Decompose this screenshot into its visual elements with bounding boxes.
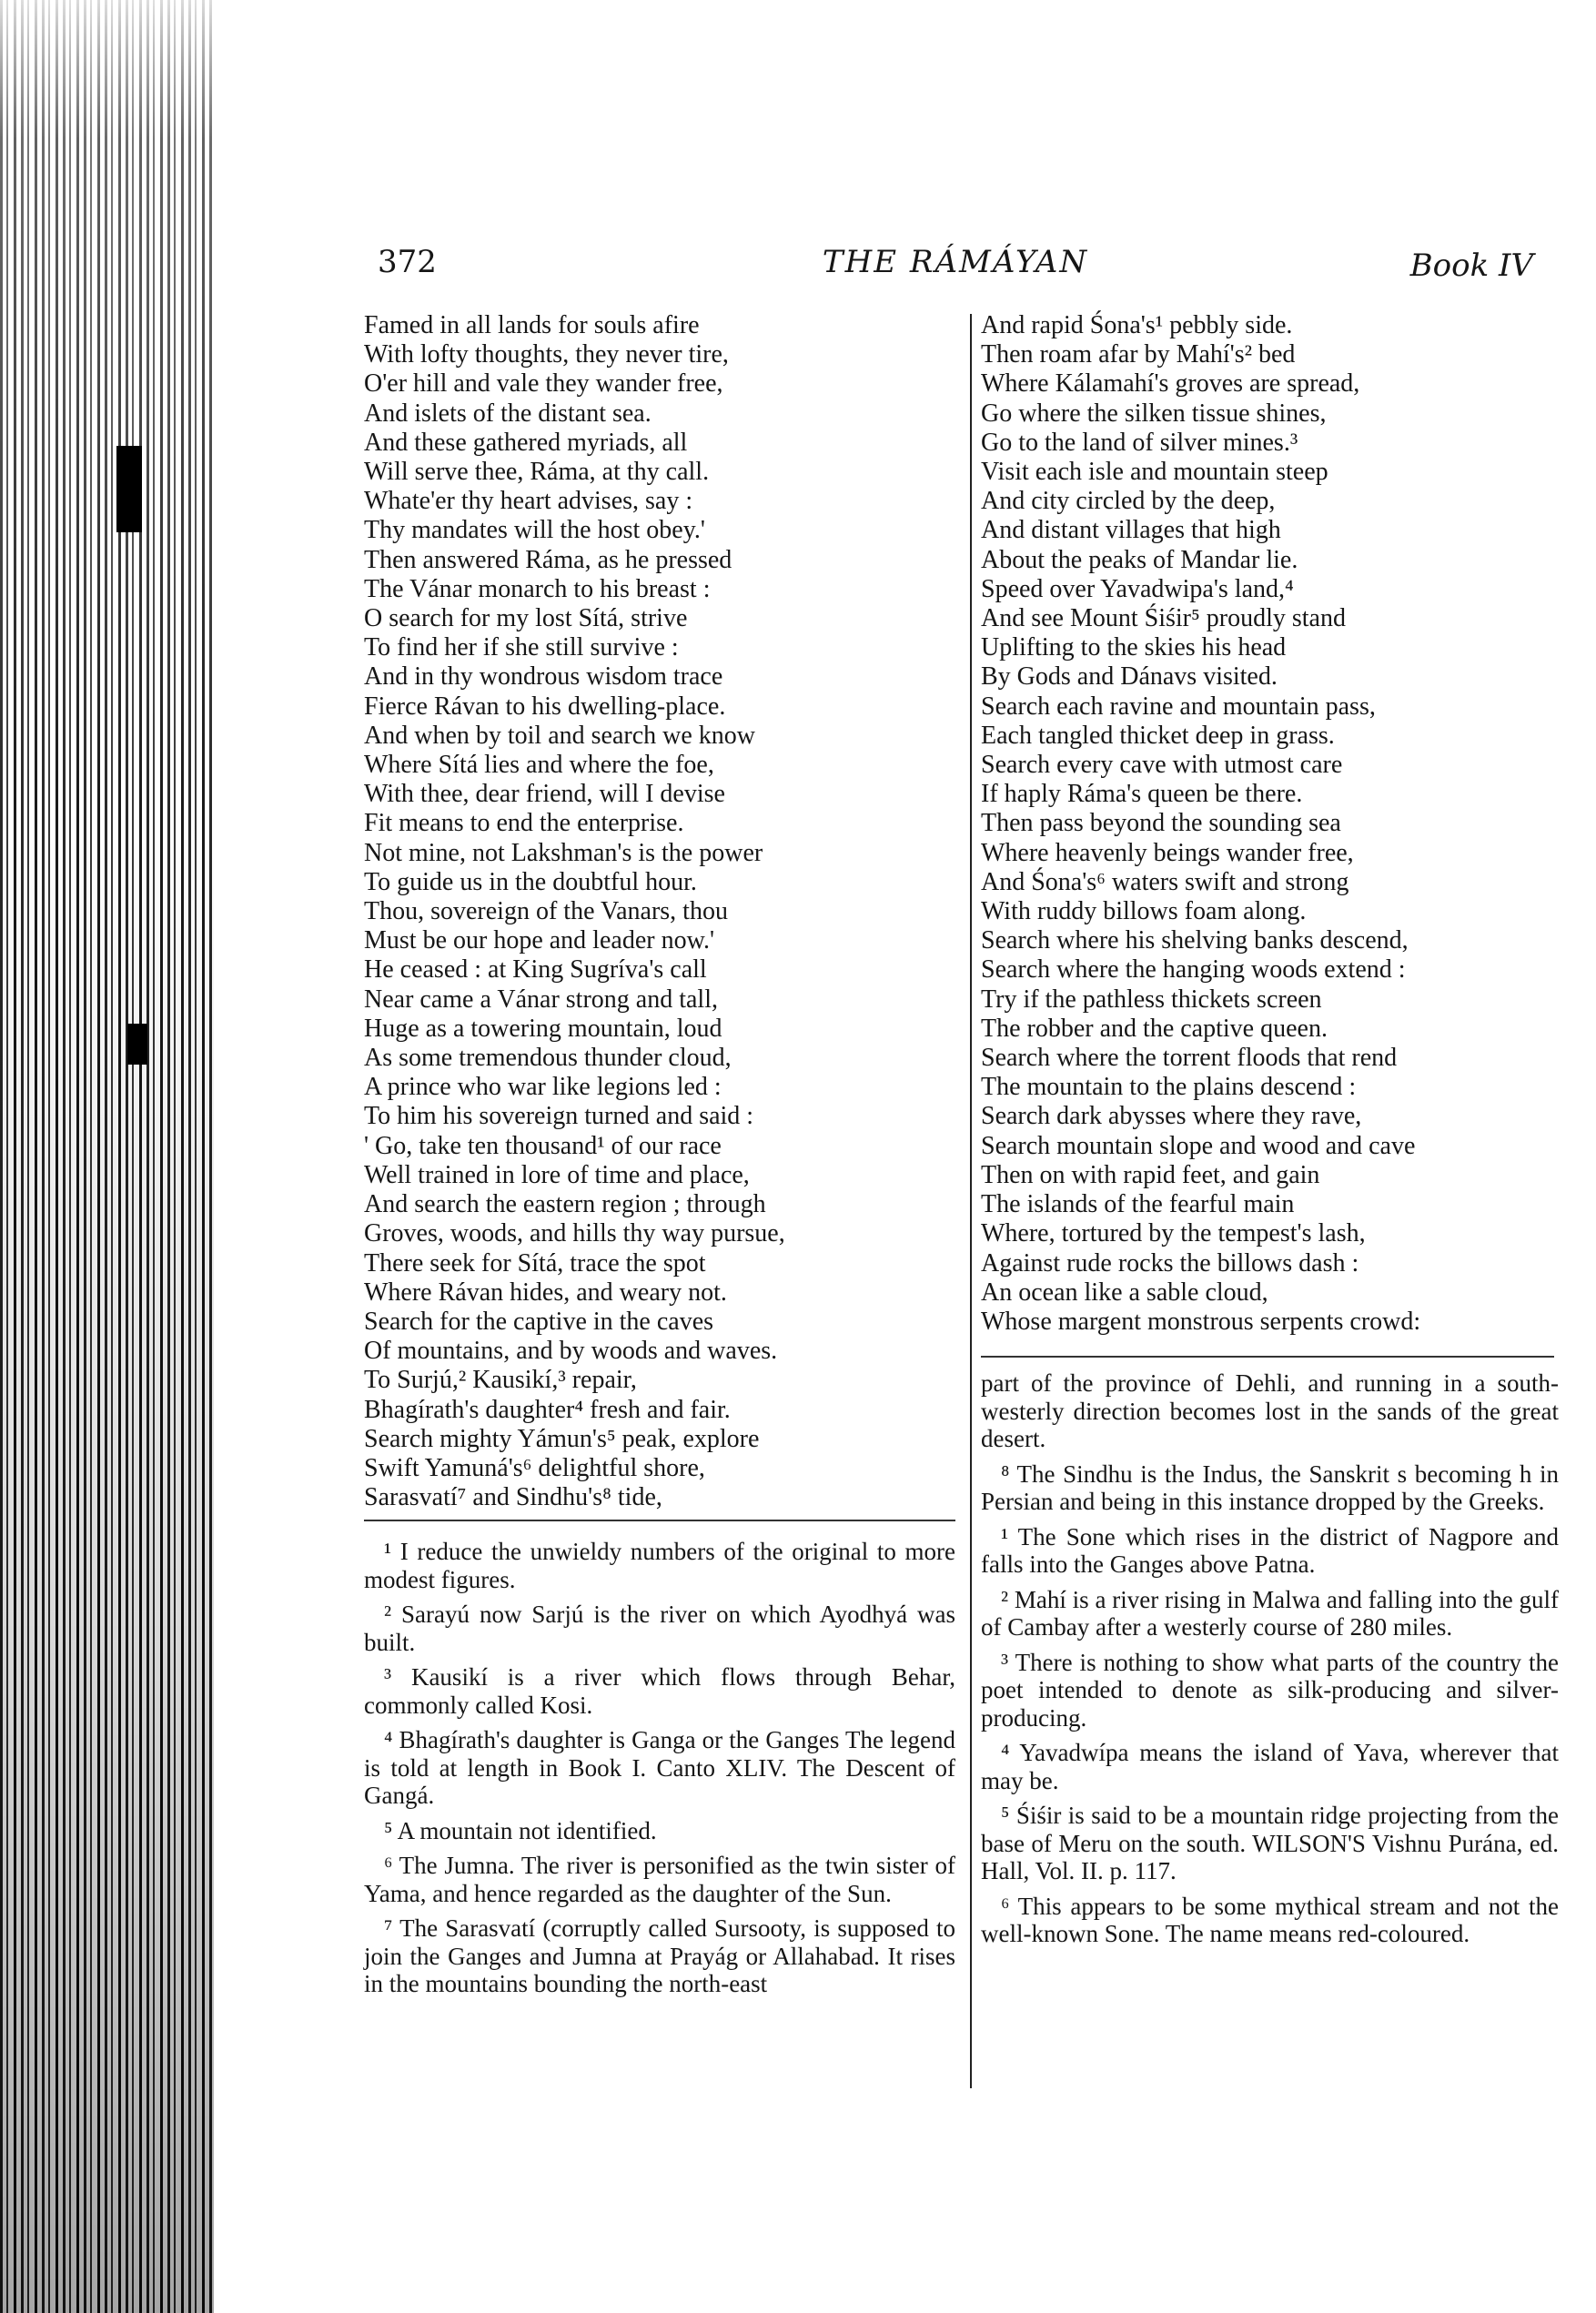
footnote: ² Sarayú now Sarjú is the river on which Ayodhyá was built.: [364, 1601, 955, 1656]
poem-line: Search every cave with utmost care: [981, 751, 1343, 780]
right-footnotes: [981, 1369, 1559, 1955]
poem-line: Visit each isle and mountain steep: [981, 458, 1328, 487]
poem-line: Huge as a towering mountain, loud: [364, 1014, 722, 1043]
poem-line: Sarasvatí⁷ and Sindhu's⁸ tide,: [364, 1483, 662, 1512]
footnote: ⁸ The Sindhu is the Indus, the Sanskrit s becoming h in Persian and being in this instance dropped by the Greeks.: [981, 1460, 1559, 1515]
footnote: ¹ The Sone which rises in the district of Nagpore and falls into the Ganges above Patna.: [981, 1522, 1559, 1578]
footnote: ¹ I reduce the unwieldy numbers of the original to more modest figures.: [364, 1538, 955, 1593]
book-label: Book IV: [1409, 247, 1533, 284]
poem-line: There seek for Sítá, trace the spot: [364, 1248, 706, 1278]
poem-line: Search where the torrent floods that rend: [981, 1044, 1398, 1073]
footnote: ⁴ Bhagírath's daughter is Ganga or the Ganges The legend is told at length in Book I. Canto XLIV. The Descent of Gangá.: [364, 1726, 955, 1809]
poem-line: Thou, sovereign of the Vanars, thou: [364, 897, 728, 926]
poem-line: ' Go, take ten thousand¹ of our race: [364, 1131, 722, 1160]
poem-line: Bhagírath's daughter⁴ fresh and fair.: [364, 1395, 731, 1424]
poem-line: To guide us in the doubtful hour.: [364, 867, 697, 896]
poem-line: Will serve thee, Ráma, at thy call.: [364, 458, 710, 487]
poem-line: And distant villages that high: [981, 516, 1281, 545]
footnote: ³ Kausikí is a river which flows through Behar, commonly called Kosi.: [364, 1663, 955, 1719]
poem-line: Must be our hope and leader now.': [364, 926, 715, 955]
poem-line: With lofty thoughts, they never tire,: [364, 340, 729, 369]
poem-line: Against rude rocks the billows dash :: [981, 1248, 1359, 1278]
poem-line: And see Mount Śiśir⁵ proudly stand: [981, 604, 1346, 633]
running-title: THE RÁMÁYAN: [822, 244, 1089, 280]
poem-line: Near came a Vánar strong and tall,: [364, 985, 718, 1014]
poem-line: Of mountains, and by woods and waves.: [364, 1337, 778, 1366]
poem-line: Then roam afar by Mahí's² bed: [981, 340, 1296, 369]
poem-line: And islets of the distant sea.: [364, 399, 652, 428]
footnote: ⁵ A mountain not identified.: [384, 1816, 657, 1844]
poem-line: Search mighty Yámun's⁵ peak, explore: [364, 1424, 760, 1453]
poem-line: Each tangled thicket deep in grass.: [981, 721, 1335, 750]
binding-shadow: [0, 0, 214, 2313]
poem-line: As some tremendous thunder cloud,: [364, 1044, 732, 1073]
right-poem: [981, 311, 1545, 1337]
poem-line: Swift Yamuná's⁶ delightful shore,: [364, 1453, 705, 1482]
poem-line: Then on with rapid feet, and gain: [981, 1160, 1320, 1189]
poem-line: Where, tortured by the tempest's lash,: [981, 1219, 1366, 1248]
poem-line: Then answered Ráma, as he pressed: [364, 545, 732, 574]
poem-line: And these gathered myriads, all: [364, 428, 688, 457]
poem-line: And city circled by the deep,: [981, 487, 1276, 516]
poem-line: To find her if she still survive :: [364, 633, 679, 662]
poem-line: Then pass beyond the sounding sea: [981, 809, 1341, 838]
poem-line: Where Kálamahí's groves are spread,: [981, 369, 1360, 399]
poem-line: Where Sítá lies and where the foe,: [364, 751, 714, 780]
poem-line: The mountain to the plains descend :: [981, 1073, 1357, 1102]
poem-line: Famed in all lands for souls afire: [364, 311, 700, 339]
poem-line: And when by toil and search we know: [364, 721, 756, 750]
poem-line: Search for the captive in the caves: [364, 1307, 714, 1336]
page-number: 372: [378, 244, 437, 280]
poem-line: The islands of the fearful main: [981, 1190, 1295, 1219]
footnote: ⁶ The Jumna. The river is personified as the twin sister of Yama, and hence regarded as the daughter of the Sun.: [364, 1852, 955, 1907]
poem-line: And in thy wondrous wisdom trace: [364, 662, 723, 692]
left-column: [364, 311, 965, 1512]
footnote: ² Mahí is a river rising in Malwa and falling into the gulf of Cambay after a westerly course of 280 miles.: [981, 1585, 1559, 1641]
poem-line: By Gods and Dánavs visited.: [981, 662, 1278, 692]
poem-line: With thee, dear friend, will I devise: [364, 780, 725, 809]
poem-line: Try if the pathless thickets screen: [981, 985, 1322, 1014]
footnote: ⁵ Śiśir is said to be a mountain ridge projecting from the base of Meru on the south. WILSON'S Vishnu Purána, ed. Hall, Vol. II. p. 117.: [981, 1802, 1559, 1884]
poem-line: Go to the land of silver mines.³: [981, 428, 1298, 457]
poem-line: O search for my lost Sítá, strive: [364, 604, 688, 633]
poem-line: O'er hill and vale they wander free,: [364, 369, 723, 399]
poem-line: And search the eastern region ; through: [364, 1190, 766, 1219]
running-header: [378, 244, 1533, 291]
poem-line: The robber and the captive queen.: [981, 1014, 1328, 1043]
poem-line: He ceased : at King Sugríva's call: [364, 955, 707, 985]
poem-line: Fierce Rávan to his dwelling-place.: [364, 692, 726, 721]
poem-line: With ruddy billows foam along.: [981, 897, 1307, 926]
poem-line: Fit means to end the enterprise.: [364, 809, 684, 838]
poem-line: Where heavenly beings wander free,: [981, 838, 1354, 867]
footnote: ⁷ The Sarasvatí (corruptly called Sursooty, is supposed to join the Ganges and Jumna at Prayág or Allahabad. It rises in the mountains bounding the north-east: [364, 1914, 955, 1997]
footnote: part of the province of Dehli, and running in a south-westerly direction becomes lost in the sands of the great desert.: [981, 1369, 1559, 1452]
poem-line: Go where the silken tissue shines,: [981, 399, 1327, 428]
poem-line: The Vánar monarch to his breast :: [364, 574, 711, 603]
poem-line: An ocean like a sable cloud,: [981, 1278, 1268, 1307]
poem-line: Search dark abysses where they rave,: [981, 1102, 1362, 1131]
poem-line: Thy mandates will the host obey.': [364, 516, 705, 545]
poem-line: If haply Ráma's queen be there.: [981, 780, 1303, 809]
poem-line: Whate'er thy heart advises, say :: [364, 487, 693, 516]
left-footnotes: [364, 1538, 955, 2005]
poem-line: Search where the hanging woods extend :: [981, 955, 1406, 985]
poem-line: To Surjú,² Kausikí,³ repair,: [364, 1366, 637, 1395]
poem-line: Search where his shelving banks descend,: [981, 926, 1409, 955]
poem-line: A prince who war like legions led :: [364, 1073, 722, 1102]
poem-line: Groves, woods, and hills thy way pursue,: [364, 1219, 785, 1248]
poem-line: Whose margent monstrous serpents crowd:: [981, 1307, 1421, 1336]
binding-dark-patch: [116, 446, 142, 532]
footnote-rule-right: [981, 1356, 1554, 1358]
poem-line: About the peaks of Mandar lie.: [981, 545, 1298, 574]
footnote: ⁶ This appears to be some mythical stream and not the well-known Sone. The name means red-coloured.: [981, 1892, 1559, 1947]
poem-line: Search each ravine and mountain pass,: [981, 692, 1376, 721]
right-column: [981, 311, 1545, 1337]
poem-line: Uplifting to the skies his head: [981, 633, 1287, 662]
poem-line: Not mine, not Lakshman's is the power: [364, 838, 763, 867]
poem-line: Well trained in lore of time and place,: [364, 1160, 750, 1189]
poem-line: Where Rávan hides, and weary not.: [364, 1278, 727, 1307]
poem-line: Speed over Yavadwipa's land,⁴: [981, 574, 1294, 603]
poem-line: And rapid Śona's¹ pebbly side.: [981, 311, 1293, 339]
poem-line: To him his sovereign turned and said :: [364, 1102, 754, 1131]
poem-line: And Śona's⁶ waters swift and strong: [981, 867, 1349, 896]
left-poem: [364, 311, 965, 1512]
binding-dark-patch: [127, 1024, 147, 1065]
footnote-rule-left: [364, 1520, 955, 1521]
footnote: ⁴ Yavadwípa means the island of Yava, wherever that may be.: [981, 1739, 1559, 1794]
column-divider: [970, 314, 972, 2088]
poem-line: Search mountain slope and wood and cave: [981, 1131, 1416, 1160]
footnote: ³ There is nothing to show what parts of the country the poet intended to denote as silk-producing and silver-producing.: [981, 1648, 1559, 1732]
